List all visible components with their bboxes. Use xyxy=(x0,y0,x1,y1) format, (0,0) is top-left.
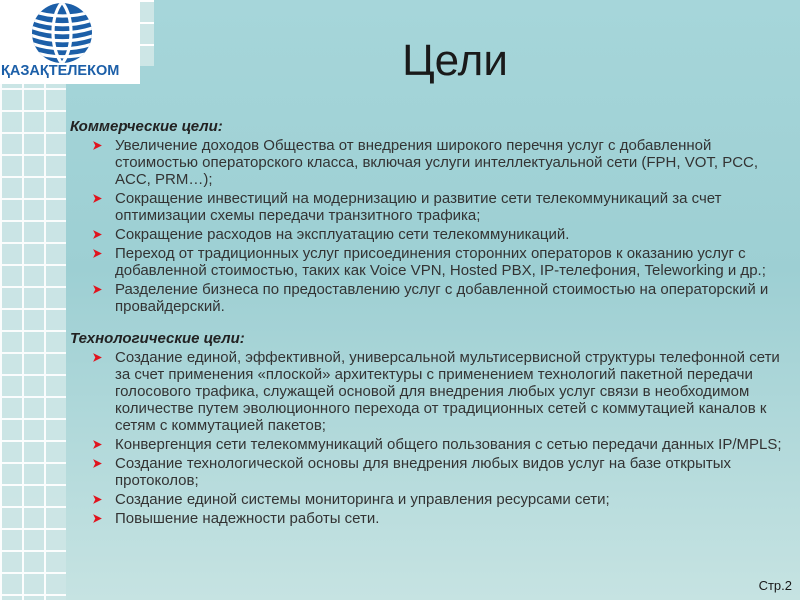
list-item: Сокращение расходов на эксплуатацию сети телекоммуникаций. xyxy=(70,226,792,243)
arrow-bullet-icon xyxy=(92,494,103,505)
list-item: Конвергенция сети телекоммуникаций общего пользования с сетью передачи данных IP/MPLS; xyxy=(70,436,792,453)
bullet-list xyxy=(70,349,792,527)
bullet-list xyxy=(70,137,792,315)
globe-logo-icon xyxy=(20,2,104,64)
arrow-bullet-icon xyxy=(92,458,103,469)
arrow-bullet-icon xyxy=(92,513,103,524)
section-heading: Технологические цели: xyxy=(70,330,245,347)
arrow-bullet-icon xyxy=(92,140,103,151)
list-item: Сокращение инвестиций на модернизацию и развитие сети телекоммуникаций за счет оптимизации схемы передачи транзитного трафика; xyxy=(70,190,792,224)
list-item: Разделение бизнеса по предоставлению услуг с добавленной стоимостью на операторский и провайдерский. xyxy=(70,281,792,315)
arrow-bullet-icon xyxy=(92,439,103,450)
section-spacer xyxy=(70,317,792,330)
list-item: Увеличение доходов Общества от внедрения широкого перечня услуг с добавленной стоимостью операторского класса, включая услуги интеллектуальной сети (FPH, VOT, PCC, ACC, PRM…); xyxy=(70,137,792,188)
list-item: Создание технологической основы для внедрения любых видов услуг на базе открытых протоколов; xyxy=(70,455,792,489)
list-item: Создание единой системы мониторинга и управления ресурсами сети; xyxy=(70,491,792,508)
list-item: Создание единой, эффективной, универсальной мультисервисной структуры телефонной сети за счет применения «плоской» архитектуры с применением технологий пакетной передачи голосового трафика, служащей основой для внедрения любых услуг связи в необходимом количестве путем эволюционного перехода от традиционных сетей с коммутацией каналов к сетям с коммутацией пакетов; xyxy=(70,349,792,434)
section-commercial xyxy=(70,118,792,315)
decorative-grid-left xyxy=(0,0,66,600)
section-technological xyxy=(70,330,792,527)
page-number: Стр.2 xyxy=(758,578,792,593)
arrow-bullet-icon xyxy=(92,352,103,363)
logo-text: ҚАЗАҚТЕЛЕКОМ xyxy=(1,63,120,79)
section-heading: Коммерческие цели: xyxy=(70,118,223,135)
arrow-bullet-icon xyxy=(92,248,103,259)
arrow-bullet-icon xyxy=(92,229,103,240)
arrow-bullet-icon xyxy=(92,284,103,295)
list-item: Переход от традиционных услуг присоединения сторонних операторов к оказанию услуг с добавленной стоимостью, таких как Voice VPN, Hosted PBX, IP-телефония, Teleworking и др.; xyxy=(70,245,792,279)
list-item: Повышение надежности работы сети. xyxy=(70,510,792,527)
slide-content xyxy=(70,118,792,529)
company-logo xyxy=(0,0,140,84)
arrow-bullet-icon xyxy=(92,193,103,204)
slide-title: Цели xyxy=(402,36,508,85)
